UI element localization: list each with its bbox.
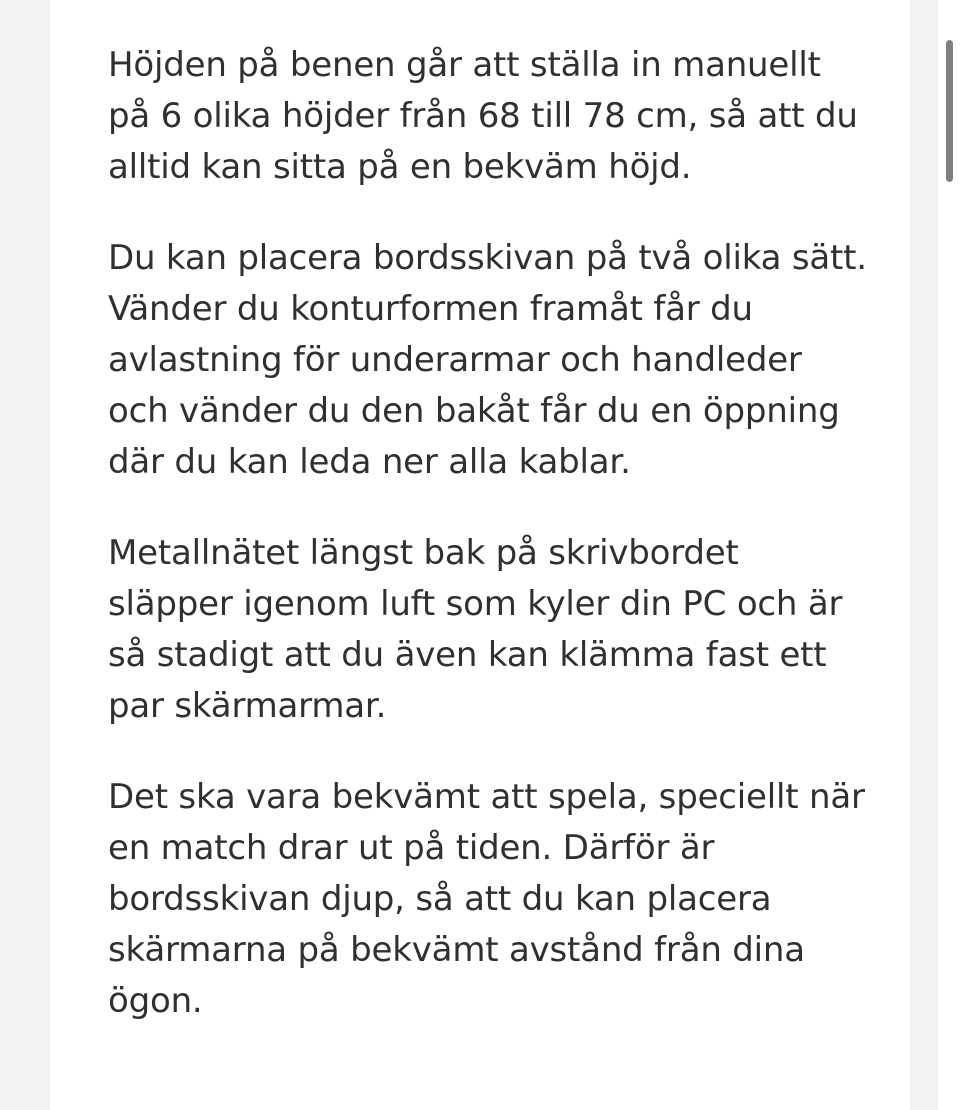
paragraph-tabletop-placement: Du kan placera bordsskivan på två olika sätt. Vänder du konturformen framåt får du avlastning för underarmar och handleder och vänder du den bakåt får du en öppning där du kan leda ner alla kablar. (108, 238, 867, 482)
scrollbar-thumb[interactable] (946, 40, 953, 182)
paragraph-deep-tabletop: Det ska vara bekvämt att spela, speciellt när en match drar ut på tiden. Därför är bordsskivan djup, så att du kan placera skärmarna på bekvämt avstånd från dina ögon. (108, 777, 865, 1021)
paragraph-leg-height: Höjden på benen går att ställa in manuellt på 6 olika höjder från 68 till 78 cm, så att du alltid kan sitta på en bekväm höjd. (108, 45, 858, 187)
product-description (108, 40, 868, 1067)
paragraph-metal-mesh: Metallnätet längst bak på skrivbordet släpper igenom luft som kyler din PC och är så stadigt att du även kan klämma fast ett par skärmarmar. (108, 533, 843, 726)
